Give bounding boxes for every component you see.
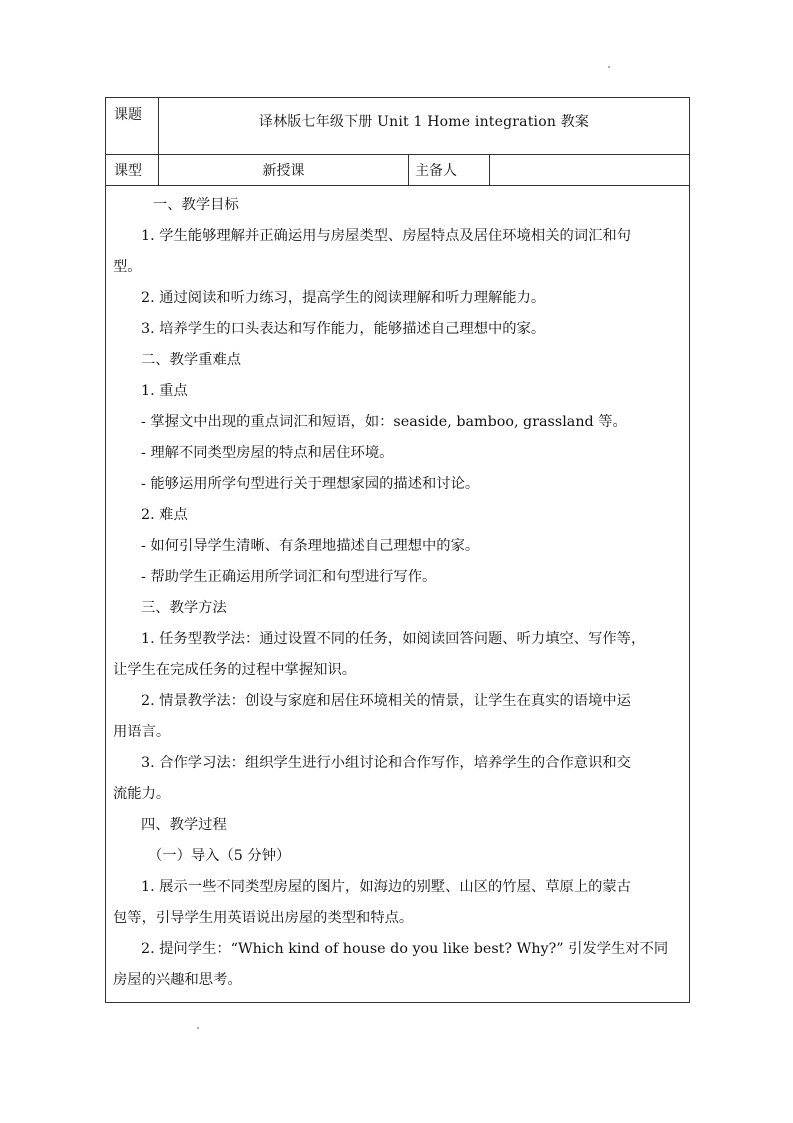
type-row — [106, 155, 690, 186]
type-value: 新授课 — [159, 155, 409, 186]
content-line: 1. 重点 — [141, 383, 188, 399]
lesson-plan-table — [105, 97, 690, 1003]
content-line: 1. 学生能够理解并正确运用与房屋类型、房屋特点及居住环境相关的词汇和句 — [141, 228, 631, 244]
content-row — [106, 186, 690, 1003]
content-line: 2. 提问学生：“Which kind of house do you like best? Why?” 引发学生对不同 — [141, 941, 669, 957]
content-line: 用语言。 — [113, 724, 171, 740]
scan-speck — [608, 66, 610, 68]
content-line: 1. 展示一些不同类型房屋的图片，如海边的别墅、山区的竹屋、草原上的蒙古 — [141, 879, 631, 895]
content-line: - 如何引导学生清晰、有条理地描述自己理想中的家。 — [141, 538, 480, 554]
content-line: 2. 通过阅读和听力练习，提高学生的阅读理解和听力理解能力。 — [141, 290, 546, 306]
content-line: 三、教学方法 — [141, 600, 227, 616]
content-line: 房屋的兴趣和思考。 — [113, 972, 242, 988]
type-label: 课型 — [106, 155, 159, 186]
topic-row — [106, 98, 690, 155]
topic-value-cell — [159, 98, 690, 155]
content-line: - 帮助学生正确运用所学词汇和句型进行写作。 — [141, 569, 437, 585]
content-line: 3. 培养学生的口头表达和写作能力，能够描述自己理想中的家。 — [141, 321, 546, 337]
topic-value: 译林版七年级下册 Unit 1 Home integration 教案 — [258, 114, 590, 130]
preparer-value — [490, 155, 690, 186]
content-line: 让学生在完成任务的过程中掌握知识。 — [113, 662, 357, 678]
content-line: 一、教学目标 — [153, 197, 239, 213]
topic-label: 课题 — [106, 98, 159, 155]
content-line: - 能够运用所学句型进行关于理想家园的描述和讨论。 — [141, 476, 480, 492]
content-line: 二、教学重难点 — [141, 352, 242, 368]
content-line: - 掌握文中出现的重点词汇和短语，如：seaside, bamboo, grassland 等。 — [141, 414, 627, 430]
scan-speck — [197, 1027, 199, 1029]
content-line: 2. 情景教学法：创设与家庭和居住环境相关的情景，让学生在真实的语境中运 — [141, 693, 631, 709]
preparer-label: 主备人 — [409, 155, 490, 186]
content-line: 2. 难点 — [141, 507, 188, 523]
content-line: 四、教学过程 — [141, 817, 227, 833]
lesson-content — [106, 186, 690, 1003]
content-line: 包等，引导学生用英语说出房屋的类型和特点。 — [113, 910, 414, 926]
content-line: 流能力。 — [113, 786, 171, 802]
content-line: 1. 任务型教学法：通过设置不同的任务，如阅读回答问题、听力填空、写作等， — [141, 631, 646, 647]
content-line: 3. 合作学习法：组织学生进行小组讨论和合作写作，培养学生的合作意识和交 — [141, 755, 631, 771]
content-line: - 理解不同类型房屋的特点和居住环境。 — [141, 445, 394, 461]
content-line: 型。 — [113, 259, 142, 275]
content-line: （一）导入（5 分钟） — [148, 848, 291, 864]
